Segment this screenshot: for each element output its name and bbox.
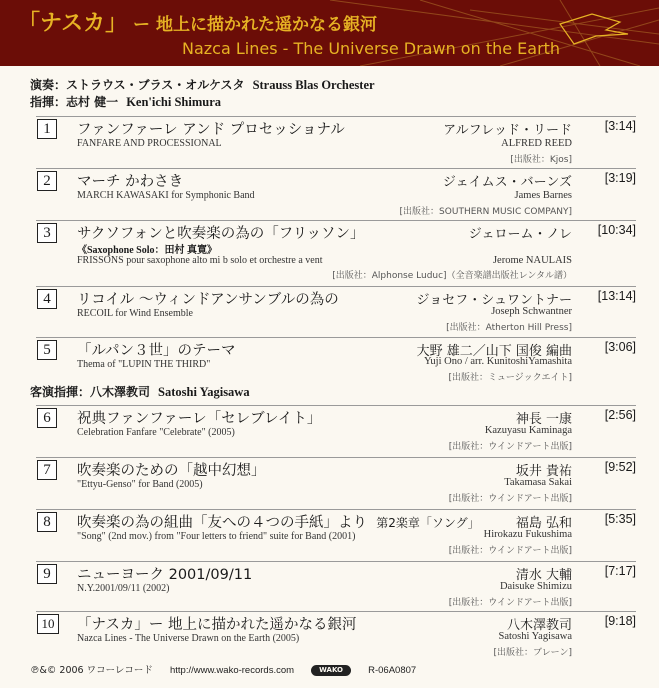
performer-credits [30,77,375,111]
track-divider [36,611,636,612]
track-subtitle: "Song" (2nd mov.) from "Four letters to friend" suite for Band (2001) [77,531,356,542]
track-title: 「ナスカ」ー 地上に描かれた遥かなる銀河 [77,617,357,633]
track-number: 9 [37,564,57,584]
publisher: [出版社：Atherton Hill Press] [446,323,572,333]
track-title: 吹奏楽のための「越中幻想」 [77,463,266,479]
track-subtitle: FANFARE AND PROCESSIONAL [77,138,222,149]
composer-en: ALFRED REED [501,138,572,149]
track-divider [36,561,636,562]
track-title: 「ルパン３世」のテーマ [77,343,236,359]
album-title-en: Nazca Lines - The Universe Drawn on the Earth [182,39,561,58]
track-divider [36,337,636,338]
track-number: 1 [37,119,57,139]
track-subtitle: N.Y.2001/09/11 (2002) [77,583,170,594]
composer-en: Satoshi Yagisawa [498,631,572,642]
composer-jp: 福島 弘和 [515,516,572,531]
label-url: http://www.wako-records.com [169,665,295,676]
composer-en: Daisuke Shimizu [499,581,572,592]
track-number: 2 [37,171,57,191]
track-duration: [9:52] [604,460,636,474]
composer-en: Kazuyasu Kaminaga [484,425,572,436]
composer-en: Jerome NAULAIS [492,255,572,266]
track-duration: [3:14] [604,119,636,133]
publisher: [出版社：ウインドアート出版] [448,598,572,608]
album-title-jp: 「ナスカ」 ー 地上に描かれた遥かなる銀河 [18,11,377,36]
movement-label: 第2楽章「ソング」 [376,516,480,530]
track-title: 祝典ファンファーレ「セレブレイト」 [77,411,322,427]
track-title: ファンファーレ アンド プロセッショナル [77,122,345,138]
publisher: [出版社：Kjos] [510,155,572,165]
track-number: 6 [37,408,57,428]
catalog-number: R-06A0807 [368,665,417,676]
track-subtitle: FRISSONS pour saxophone alto mi b solo et orchestre a vent [77,255,323,266]
track-duration: [5:35] [604,512,636,526]
footer [30,662,430,676]
publisher: [出版社：ミュージックエイト] [448,373,572,383]
track-duration: [3:06] [604,340,636,354]
publisher: [出版社：ウインドアート出版] [448,546,572,556]
track-divider [36,509,636,510]
track-duration: [10:34] [597,223,636,237]
performer-line: 演奏：ストラウス・ブラス・オルケスタ Strauss Blas Orchester [30,78,375,92]
publisher: [出版社：SOUTHERN MUSIC COMPANY] [399,207,572,217]
composer-jp: ジェイムス・バーンズ [442,175,572,190]
composer-jp: 大野 雄二／山下 国俊 編曲 [416,344,572,359]
composer-jp: 神長 一康 [515,412,572,427]
composer-jp: ジョセフ・シュワントナー [416,293,572,308]
publisher: [出版社：ウインドアート出版] [448,442,572,452]
track-subtitle: "Ettyu-Genso" for Band (2005) [77,479,203,490]
copyright-text: ℗&© 2006 ワコーレコード [30,665,153,676]
guest-conductor-line: 客演指揮：八木澤教司 Satoshi Yagisawa [30,385,250,399]
track-number: 7 [37,460,57,480]
track-subtitle: RECOIL for Wind Ensemble [77,308,193,319]
composer-en: Yuji Ono / arr. KunitoshiYamashita [424,356,572,367]
track-divider [36,116,636,117]
track-subtitle: Thema of "LUPIN THE THIRD" [77,359,211,370]
track-divider [36,168,636,169]
wako-logo: WAKO [311,665,351,676]
composer-jp: アルフレッド・リード [443,123,572,138]
track-number: 8 [37,512,57,532]
composer-jp: 坂井 貴祐 [515,464,572,479]
composer-en: Joseph Schwantner [491,306,572,317]
track-duration: [13:14] [597,289,636,303]
publisher: [出版社：ブレーン] [493,648,572,658]
soloist-credit: 《Saxophone Solo：田村 真寛》 [77,245,218,256]
header-banner [0,0,659,66]
track-title: サクソフォンと吹奏楽の為の「フリッソン」 [77,226,365,242]
composer-jp: 八木澤教司 [506,618,572,633]
track-number: 10 [37,614,59,634]
track-subtitle: Celebration Fanfare "Celebrate" (2005) [77,427,235,438]
track-number: 3 [37,223,57,243]
track-subtitle: Nazca Lines - The Universe Drawn on the Earth (2005) [77,633,300,644]
track-divider [36,220,636,221]
publisher: [出版社：ウインドアート出版] [448,494,572,504]
track-number: 4 [37,289,57,309]
track-divider [36,405,636,406]
publisher: [出版社：Alphonse Luduc]（全音楽譜出版社レンタル譜） [332,271,572,281]
track-duration: [7:17] [604,564,636,578]
composer-en: Hirokazu Fukushima [483,529,572,540]
track-title: マーチ かわさき [77,174,184,190]
track-title: リコイル ～ウィンドアンサンブルの為の [77,292,339,308]
track-subtitle: MARCH KAWASAKI for Symphonic Band [77,190,255,201]
track-duration: [2:56] [604,408,636,422]
conductor-line: 指揮：志村 健一 Ken'ichi Shimura [30,95,221,109]
composer-jp: ジェローム・ノレ [468,227,572,242]
composer-en: Takamasa Sakai [504,477,572,488]
track-title: ニューヨーク 2001/09/11 [77,567,253,583]
composer-jp: 清水 大輔 [515,568,572,583]
track-duration: [3:19] [604,171,636,185]
track-number: 5 [37,340,57,360]
track-duration: [9:18] [604,614,636,628]
track-title: 吹奏楽の為の組曲「友への４つの手紙」より 第2楽章「ソング」 [77,515,480,531]
composer-en: James Barnes [514,190,572,201]
track-divider [36,457,636,458]
track-divider [36,286,636,287]
